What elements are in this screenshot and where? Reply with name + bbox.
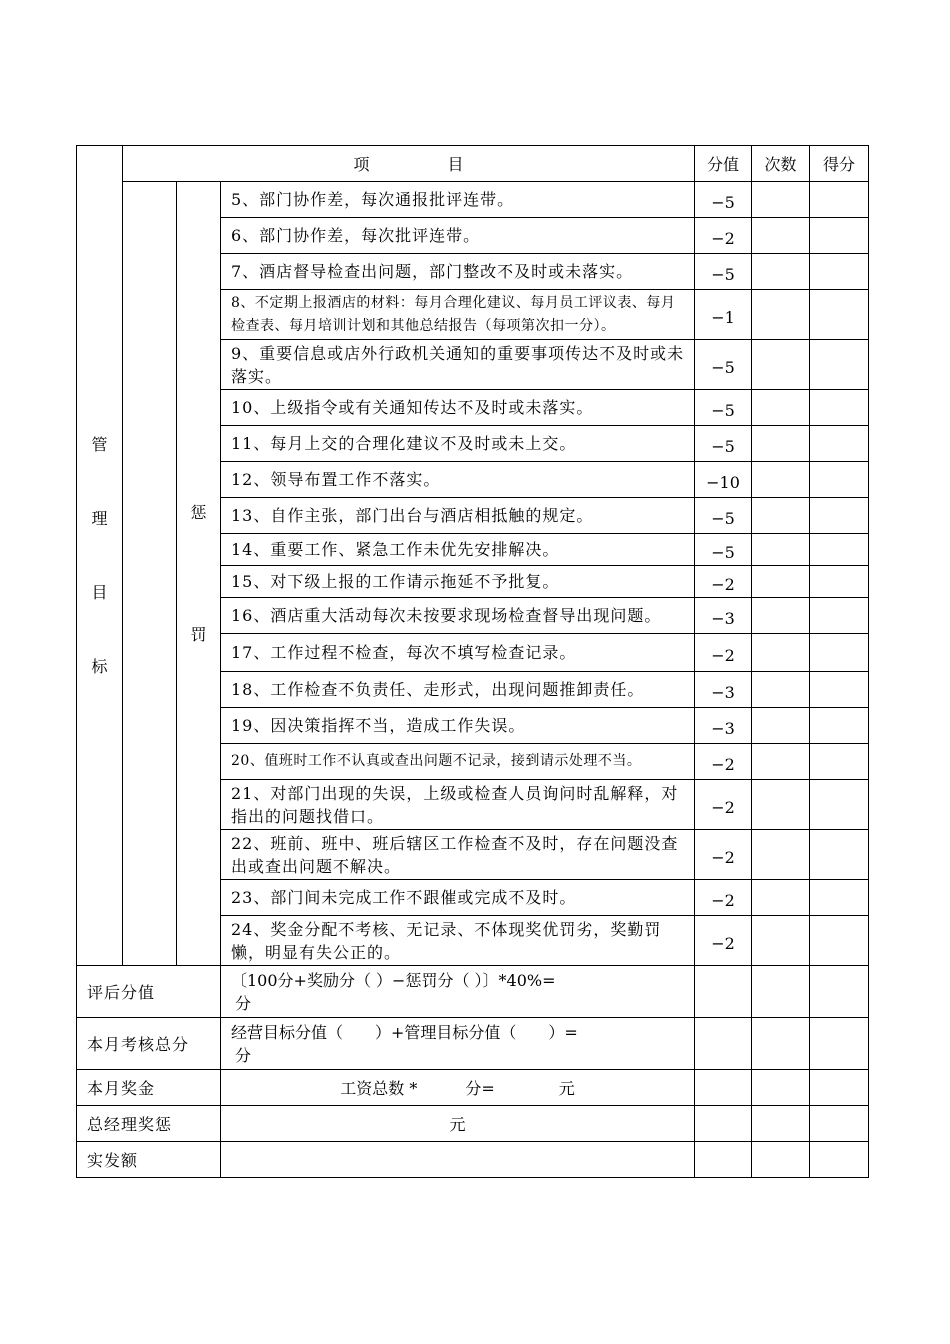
bonus-row-content (221, 1070, 695, 1106)
side-char: 理 (91, 508, 108, 528)
eval-row-content (221, 966, 695, 1018)
count-cell[interactable] (752, 830, 810, 880)
count-cell[interactable] (752, 566, 810, 598)
count-cell[interactable] (752, 218, 810, 254)
item-score: −5 (695, 390, 752, 426)
item-score: −3 (695, 598, 752, 634)
header-count: 次数 (752, 146, 810, 182)
result-cell[interactable] (810, 744, 869, 780)
item-score: −10 (695, 462, 752, 498)
paid-row (77, 1142, 869, 1178)
result-cell[interactable] (810, 598, 869, 634)
assessment-table (76, 145, 869, 1178)
gm-row-label: 总经理奖惩 (77, 1106, 221, 1142)
item-score: −3 (695, 672, 752, 708)
penalty-char: 惩 (190, 502, 207, 522)
empty-cell[interactable] (752, 1106, 810, 1142)
empty-cell[interactable] (752, 1018, 810, 1070)
month-total-row-content (221, 1018, 695, 1070)
item-text: 14、重要工作、紧急工作未优先安排解决。 (221, 534, 695, 566)
empty-cell[interactable] (695, 1070, 752, 1106)
penalty-char: 罚 (190, 624, 207, 644)
item-score: −5 (695, 426, 752, 462)
count-cell[interactable] (752, 426, 810, 462)
item-text: 10、上级指令或有关通知传达不及时或未落实。 (221, 390, 695, 426)
item-text: 8、不定期上报酒店的材料：每月合理化建议、每月员工评议表、每月检查表、每月培训计划和其他总结报告（每项第次扣一分）。 (221, 290, 695, 340)
count-cell[interactable] (752, 744, 810, 780)
empty-cell[interactable] (752, 1070, 810, 1106)
blank-column (123, 182, 177, 966)
count-cell[interactable] (752, 672, 810, 708)
gm-row-content (221, 1106, 695, 1142)
result-cell[interactable] (810, 780, 869, 830)
result-cell[interactable] (810, 462, 869, 498)
count-cell[interactable] (752, 780, 810, 830)
count-cell[interactable] (752, 340, 810, 390)
item-text: 15、对下级上报的工作请示拖延不予批复。 (221, 566, 695, 598)
month-total-row-label: 本月考核总分 (77, 1018, 221, 1070)
header-item-a: 项 (353, 155, 370, 174)
item-text: 22、班前、班中、班后辖区工作检查不及时，存在问题没查出或查出问题不解决。 (221, 830, 695, 880)
eval-row-label: 评后分值 (77, 966, 221, 1018)
result-cell[interactable] (810, 498, 869, 534)
empty-cell[interactable] (810, 966, 869, 1018)
header-item (123, 146, 695, 182)
item-score: −1 (695, 290, 752, 340)
formula-line: 〔100分+奖励分（ ）−惩罚分（ ）〕*40%= (231, 970, 556, 990)
item-text: 5、部门协作差，每次通报批评连带。 (221, 182, 695, 218)
result-cell[interactable] (810, 672, 869, 708)
item-score: −3 (695, 708, 752, 744)
item-text: 20、值班时工作不认真或查出问题不记录，接到请示处理不当。 (221, 744, 695, 780)
result-cell[interactable] (810, 708, 869, 744)
item-score: −2 (695, 566, 752, 598)
result-cell[interactable] (810, 830, 869, 880)
result-cell[interactable] (810, 916, 869, 966)
result-cell[interactable] (810, 534, 869, 566)
item-text: 21、对部门出现的失误，上级或检查人员询问时乱解释，对指出的问题找借口。 (221, 780, 695, 830)
empty-cell[interactable] (695, 966, 752, 1018)
eval-row (77, 966, 869, 1018)
header-item-b: 目 (447, 155, 464, 174)
header-score: 分值 (695, 146, 752, 182)
item-score: −2 (695, 880, 752, 916)
empty-cell[interactable] (695, 1142, 752, 1178)
item-text: 17、工作过程不检查，每次不填写检查记录。 (221, 634, 695, 672)
result-cell[interactable] (810, 254, 869, 290)
table-row (77, 182, 869, 218)
item-text: 16、酒店重大活动每次未按要求现场检查督导出现问题。 (221, 598, 695, 634)
result-cell[interactable] (810, 290, 869, 340)
empty-cell[interactable] (695, 1018, 752, 1070)
result-cell[interactable] (810, 566, 869, 598)
side-char: 标 (91, 656, 108, 676)
item-score: −5 (695, 254, 752, 290)
penalty-label (177, 182, 221, 966)
result-cell[interactable] (810, 634, 869, 672)
empty-cell[interactable] (810, 1070, 869, 1106)
count-cell[interactable] (752, 598, 810, 634)
item-text: 13、自作主张，部门出台与酒店相抵触的规定。 (221, 498, 695, 534)
item-score: −2 (695, 634, 752, 672)
item-score: −2 (695, 218, 752, 254)
count-cell[interactable] (752, 462, 810, 498)
item-text: 7、酒店督导检查出问题，部门整改不及时或未落实。 (221, 254, 695, 290)
header-result: 得分 (810, 146, 869, 182)
paid-row-label: 实发额 (77, 1142, 221, 1178)
month-total-row (77, 1018, 869, 1070)
paid-row-content (221, 1142, 695, 1178)
item-text: 23、部门间未完成工作不跟催或完成不及时。 (221, 880, 695, 916)
formula-line: 经营目标分值（ ）+管理目标分值（ ）= (231, 1022, 578, 1042)
count-cell[interactable] (752, 916, 810, 966)
result-cell[interactable] (810, 340, 869, 390)
item-score: −5 (695, 498, 752, 534)
item-text: 11、每月上交的合理化建议不及时或未上交。 (221, 426, 695, 462)
count-cell[interactable] (752, 290, 810, 340)
count-cell[interactable] (752, 880, 810, 916)
item-text: 12、领导布置工作不落实。 (221, 462, 695, 498)
bonus-row-label: 本月奖金 (77, 1070, 221, 1106)
result-cell[interactable] (810, 880, 869, 916)
empty-cell[interactable] (752, 966, 810, 1018)
item-score: −5 (695, 340, 752, 390)
item-score: −2 (695, 830, 752, 880)
item-text: 6、部门协作差，每次批评连带。 (221, 218, 695, 254)
item-score: −5 (695, 182, 752, 218)
content-text: 工资总数 * 分= 元 (340, 1079, 575, 1098)
item-text: 19、因决策指挥不当，造成工作失误。 (221, 708, 695, 744)
empty-cell[interactable] (810, 1142, 869, 1178)
count-cell[interactable] (752, 534, 810, 566)
management-target-label (77, 146, 123, 966)
item-score: −2 (695, 780, 752, 830)
item-score: −5 (695, 534, 752, 566)
count-cell[interactable] (752, 254, 810, 290)
side-char: 管 (91, 434, 108, 454)
header-row (77, 146, 869, 182)
empty-cell[interactable] (810, 1018, 869, 1070)
count-cell[interactable] (752, 182, 810, 218)
item-text: 9、重要信息或店外行政机关通知的重要事项传达不及时或未落实。 (221, 340, 695, 390)
item-score: −2 (695, 744, 752, 780)
empty-cell[interactable] (752, 1142, 810, 1178)
result-cell[interactable] (810, 218, 869, 254)
item-text: 24、奖金分配不考核、无记录、不体现奖优罚劣，奖勤罚懒，明显有失公正的。 (221, 916, 695, 966)
result-cell[interactable] (810, 182, 869, 218)
count-cell[interactable] (752, 708, 810, 744)
formula-line: 分 (235, 993, 252, 1013)
empty-cell[interactable] (695, 1106, 752, 1142)
count-cell[interactable] (752, 498, 810, 534)
result-cell[interactable] (810, 426, 869, 462)
count-cell[interactable] (752, 634, 810, 672)
side-char: 目 (91, 582, 108, 602)
count-cell[interactable] (752, 390, 810, 426)
bonus-row (77, 1070, 869, 1106)
empty-cell[interactable] (810, 1106, 869, 1142)
result-cell[interactable] (810, 390, 869, 426)
formula-line: 分 (235, 1045, 252, 1065)
gm-row (77, 1106, 869, 1142)
item-score: −2 (695, 916, 752, 966)
content-text: 元 (449, 1115, 466, 1134)
item-text: 18、工作检查不负责任、走形式，出现问题推卸责任。 (221, 672, 695, 708)
